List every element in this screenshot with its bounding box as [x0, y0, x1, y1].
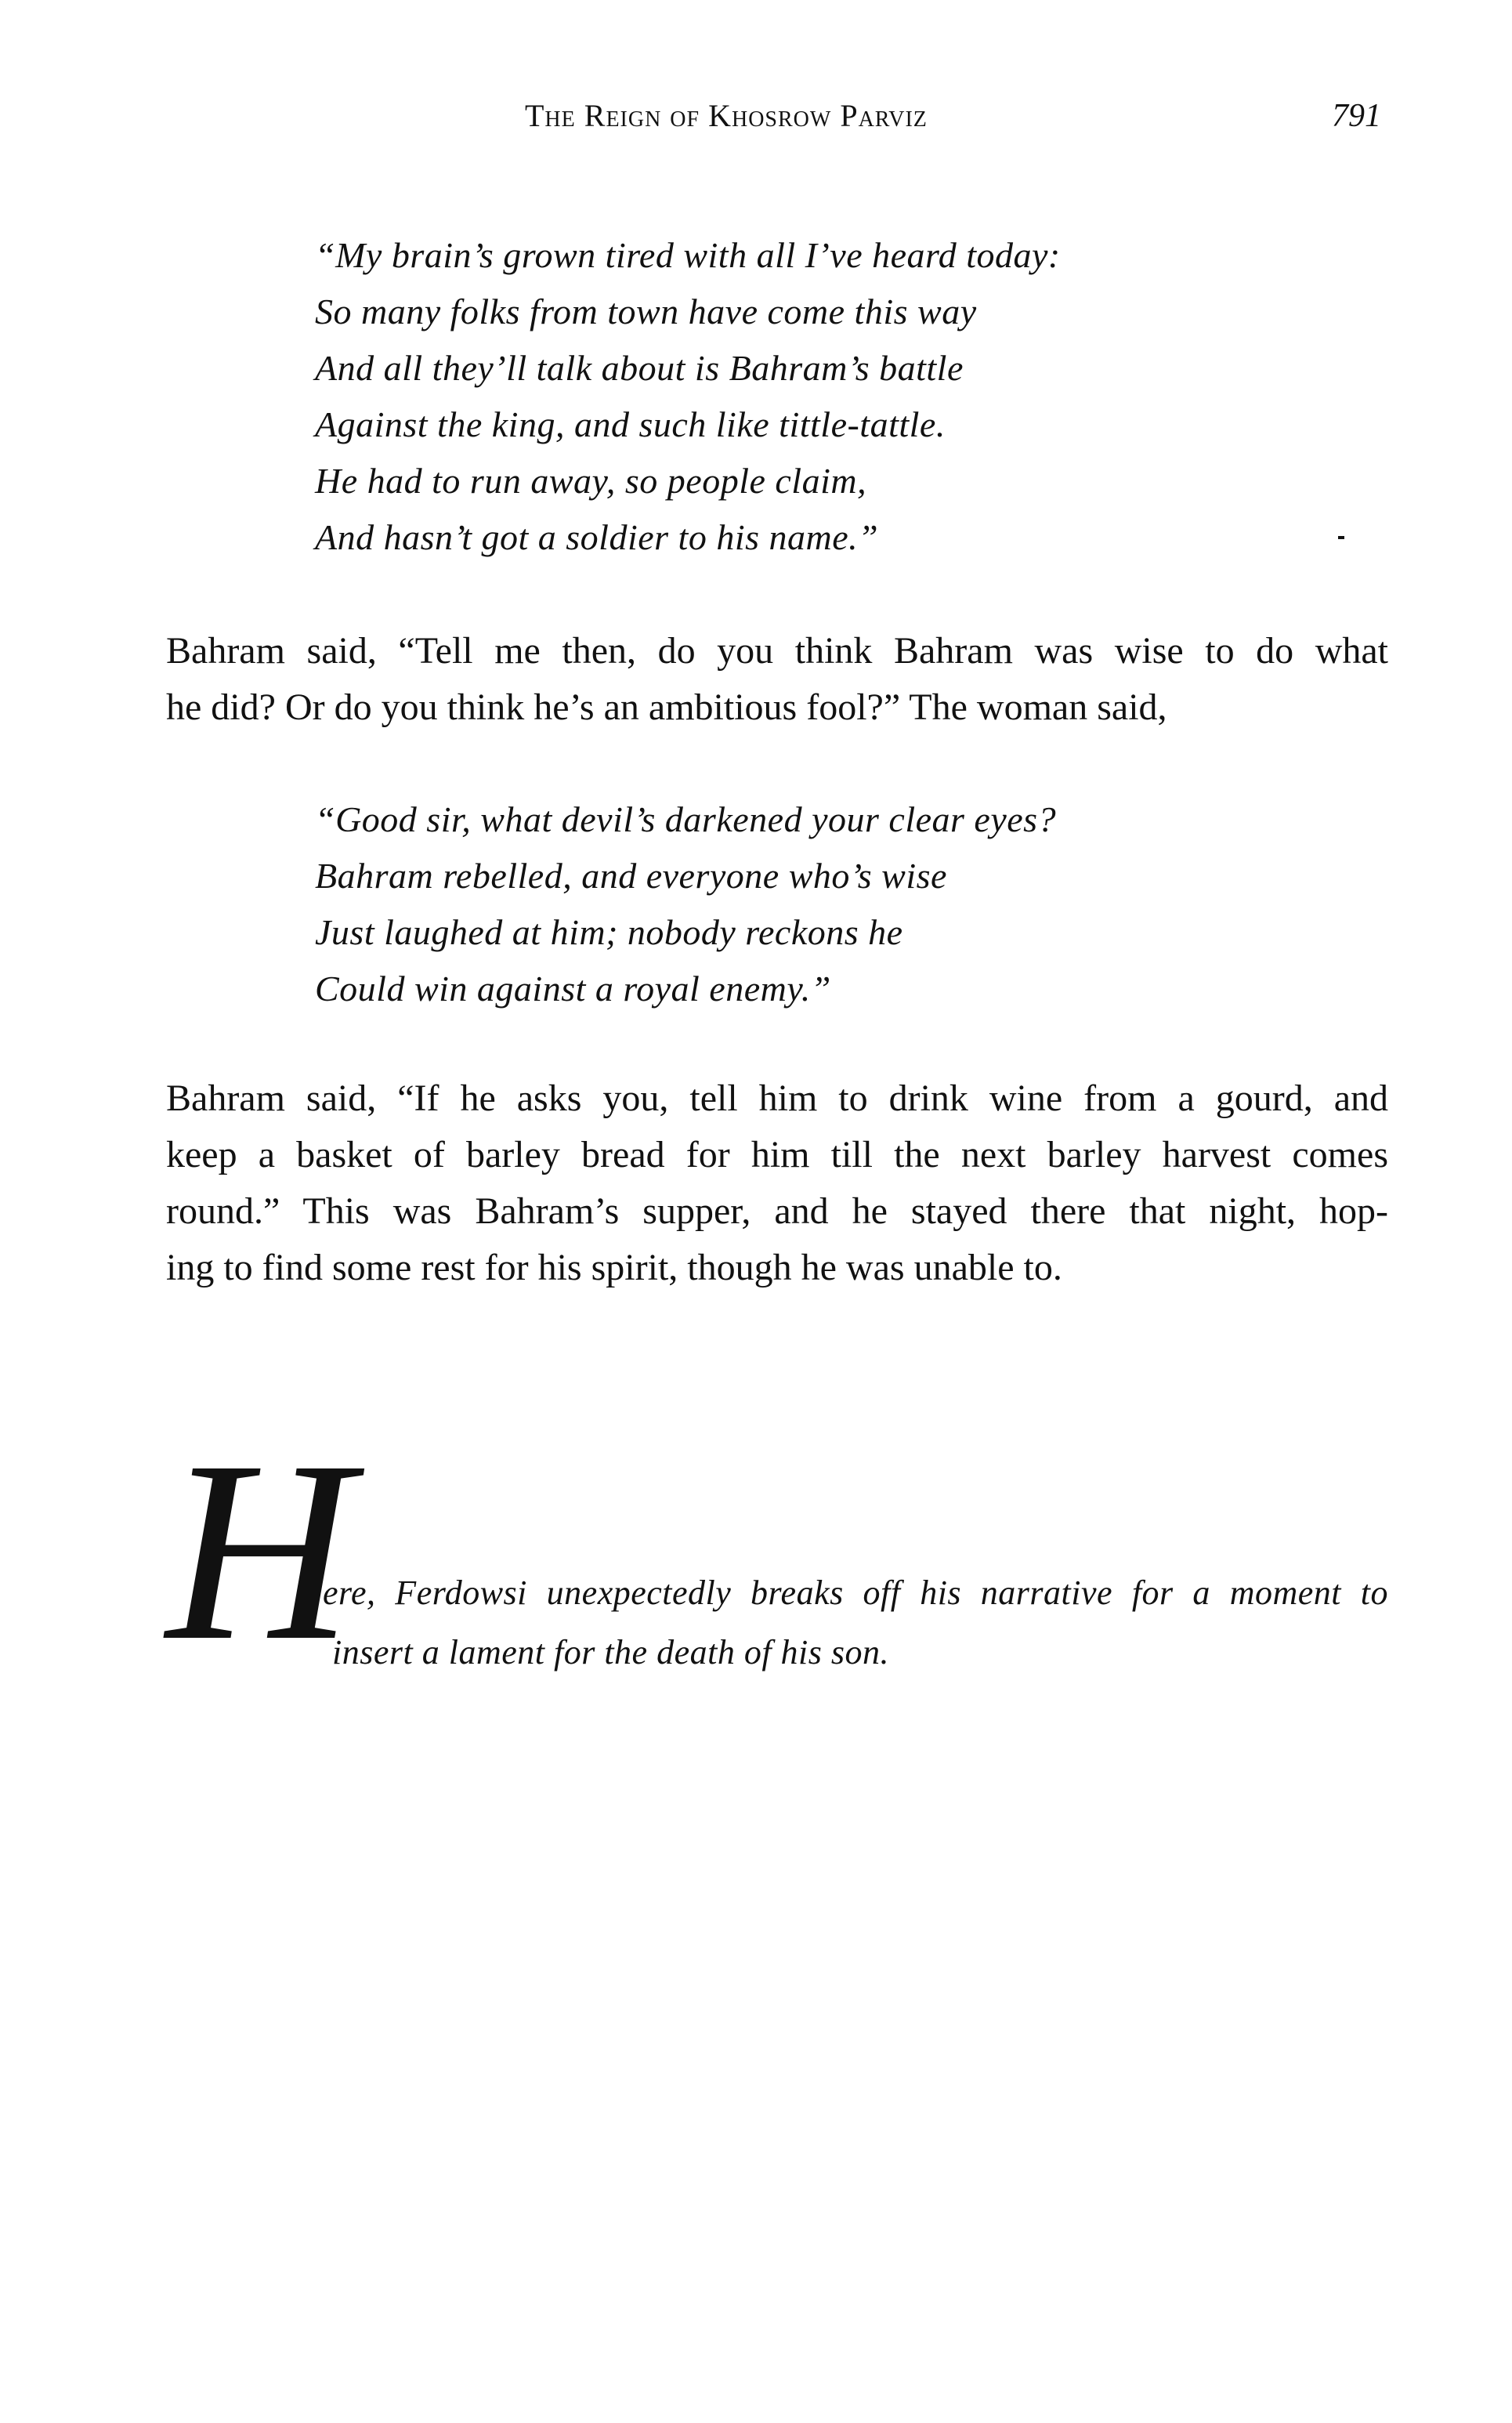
verse-line: And hasn’t got a soldier to his name.” — [315, 517, 879, 557]
prose-line: Bahram said, “If he asks you, tell him to drink wine from a gourd, and — [166, 1077, 1388, 1119]
prose-line: Bahram said, “Tell me then, do you think Bahram was wise to do what — [166, 630, 1388, 672]
prose-line: keep a basket of barley bread for him till the next barley harvest comes — [166, 1134, 1388, 1175]
prose-line: he did? Or do you think he’s an ambitious fool?” The woman said, — [166, 686, 1167, 728]
verse-line: “My brain’s grown tired with all I’ve heard today: — [315, 235, 1061, 275]
verse-line: Against the king, and such like tittle-tattle. — [315, 404, 946, 444]
verse-line: Bahram rebelled, and everyone who’s wise — [315, 856, 947, 896]
section-intro — [166, 1408, 1388, 1694]
page-number: 791 — [1332, 98, 1381, 134]
intro-line: ere, Ferdowsi unexpectedly breaks off his narrative for a moment to — [323, 1574, 1388, 1612]
prose-line: ing to find some rest for his spirit, though he was unable to. — [166, 1247, 1062, 1288]
verse-block-2 — [315, 791, 1056, 1017]
section-intro-text — [323, 1563, 1388, 1682]
verse-block-1 — [315, 227, 1061, 566]
prose-paragraph-2 — [166, 1070, 1388, 1296]
verse-line: Could win against a royal enemy.” — [315, 969, 831, 1009]
verse-line: So many folks from town have come this way — [315, 292, 977, 331]
verse-line: Just laughed at him; nobody reckons he — [315, 912, 903, 952]
stray-print-mark — [1338, 536, 1344, 539]
verse-line: He had to run away, so people claim, — [315, 461, 867, 501]
prose-paragraph-1 — [166, 623, 1388, 736]
drop-cap-initial: H — [166, 1408, 353, 1694]
verse-line: And all they’ll talk about is Bahram’s battle — [315, 348, 964, 388]
running-title: The Reign of Khosrow Parviz — [525, 98, 928, 133]
intro-line: insert a lament for the death of his son. — [332, 1633, 890, 1671]
verse-line: “Good sir, what devil’s darkened your clear eyes? — [315, 799, 1057, 839]
running-head — [0, 92, 1512, 139]
prose-line: round.” This was Bahram’s supper, and he stayed there that night, hop- — [166, 1190, 1388, 1232]
